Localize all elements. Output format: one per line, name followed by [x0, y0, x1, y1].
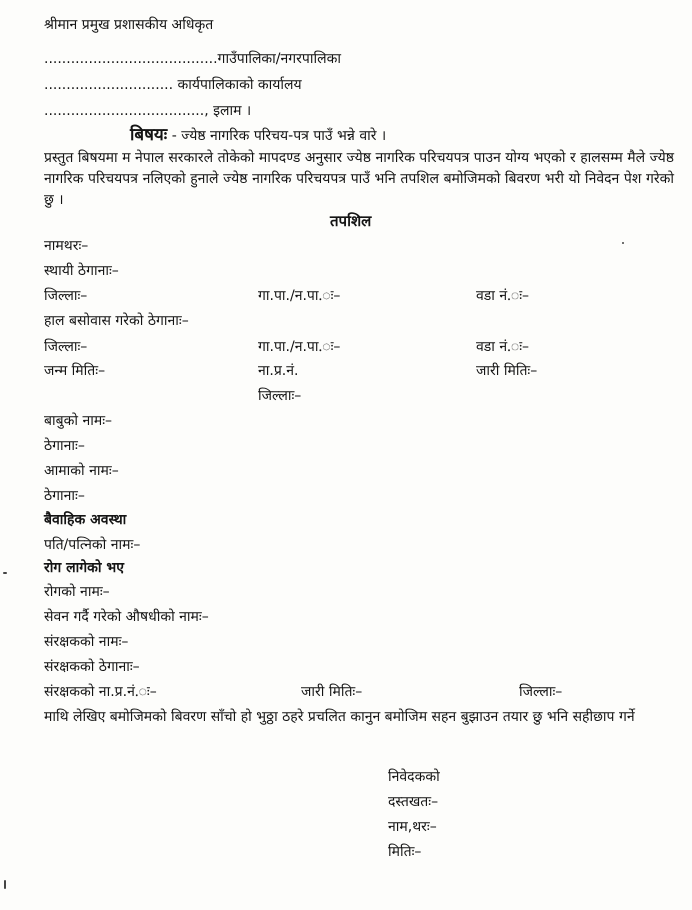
citizenship-no-field: ना.प्र.नं.	[258, 363, 299, 379]
guardian-name-field: संरक्षकको नामः–	[44, 634, 129, 650]
ward-field-1: वडा नं.ः–	[476, 288, 530, 304]
if-sick-label: रोग लागेको भए	[44, 560, 124, 576]
issue-date-field: जारी मितिः–	[476, 363, 538, 379]
applicant-label: निवेदकको	[388, 769, 440, 785]
dob-field: जन्म मितिः–	[44, 363, 106, 379]
signature-field: दस्तखतः–	[388, 794, 439, 810]
scan-speck	[622, 242, 624, 244]
addressee-line-3: ............................. कार्यपालिकाको कार्यालय	[44, 77, 302, 93]
father-name-field: बाबुको नामः–	[44, 413, 113, 429]
scan-speck	[3, 572, 7, 574]
issue-district-field: जिल्लाः–	[258, 388, 302, 404]
subject-label: बिषयः	[130, 125, 168, 145]
rm-m-field-2: गा.पा./न.पा.ः–	[258, 339, 341, 355]
guardian-citizenship-field: संरक्षकको ना.प्र.नं.ः–	[44, 684, 157, 700]
guardian-district-field: जिल्लाः–	[519, 684, 563, 700]
subject-line	[130, 124, 386, 147]
disease-name-field: रोगको नामः–	[44, 584, 110, 600]
scan-speck	[4, 880, 6, 889]
marital-status-field: बैवाहिक अवस्था	[44, 512, 127, 528]
district-field-1: जिल्लाः–	[44, 288, 88, 304]
spouse-name-field: पति/पत्निको नामः–	[44, 537, 141, 553]
subject-text: - ज्येष्ठ नागरिक परिचय-पत्र पाउँ भन्ने वारे ।	[171, 128, 387, 144]
medicine-name-field: सेवन गर्दै गरेको औषधीको नामः–	[44, 609, 209, 625]
addressee-line-1: श्रीमान प्रमुख प्रशासकीय अधिकृत	[44, 17, 214, 33]
applicant-name-field: नाम,थरः–	[388, 819, 437, 835]
mother-name-field: आमाको नामः–	[44, 463, 119, 479]
district-field-2: जिल्लाः–	[44, 339, 88, 355]
section-heading: तपशिल	[330, 212, 372, 230]
intro-paragraph: प्रस्तुत बिषयमा म नेपाल सरकारले तोकेको मापदण्ड अनुसार ज्येष्ठ नागरिक परिचयपत्र पाउन योग्य भएको र हालसम्म मैले ज्येष्ठ नागरिक परिचयपत्र नलिएको हुनाले ज्येष्ठ नागरिक परिचयपत्र पाउँ भनि तपशिल बमोजिमको बिवरण भरी यो निवेदन पेश गरेको छु ।	[44, 150, 674, 208]
addressee-line-2: .......................................गाउँपालिका/नगरपालिका	[44, 51, 341, 67]
rm-m-field-1: गा.पा./न.पा.ः–	[258, 288, 341, 304]
father-address-field: ठेगानाः–	[44, 438, 85, 454]
name-surname-field: नामथरः–	[44, 238, 89, 254]
mother-address-field: ठेगानाः–	[44, 488, 85, 504]
permanent-address-field: स्थायी ठेगानाः–	[44, 263, 119, 279]
addressee-line-4: ...................................., इलाम ।	[44, 103, 252, 119]
ward-field-2: वडा नं.ः–	[476, 339, 530, 355]
declaration-paragraph: माथि लेखिए बमोजिमको बिवरण साँचो हो भुठ्ठा ठहरे प्रचलित कानुन बमोजिम सहन बुझाउन तयार छु भनि सहीछाप गर्ने	[44, 709, 635, 725]
applicant-date-field: मितिः–	[388, 844, 422, 860]
current-address-field: हाल बसोवास गरेको ठेगानाः–	[44, 313, 189, 329]
guardian-address-field: संरक्षकको ठेगानाः–	[44, 659, 140, 675]
guardian-issue-date-field: जारी मितिः–	[301, 684, 363, 700]
